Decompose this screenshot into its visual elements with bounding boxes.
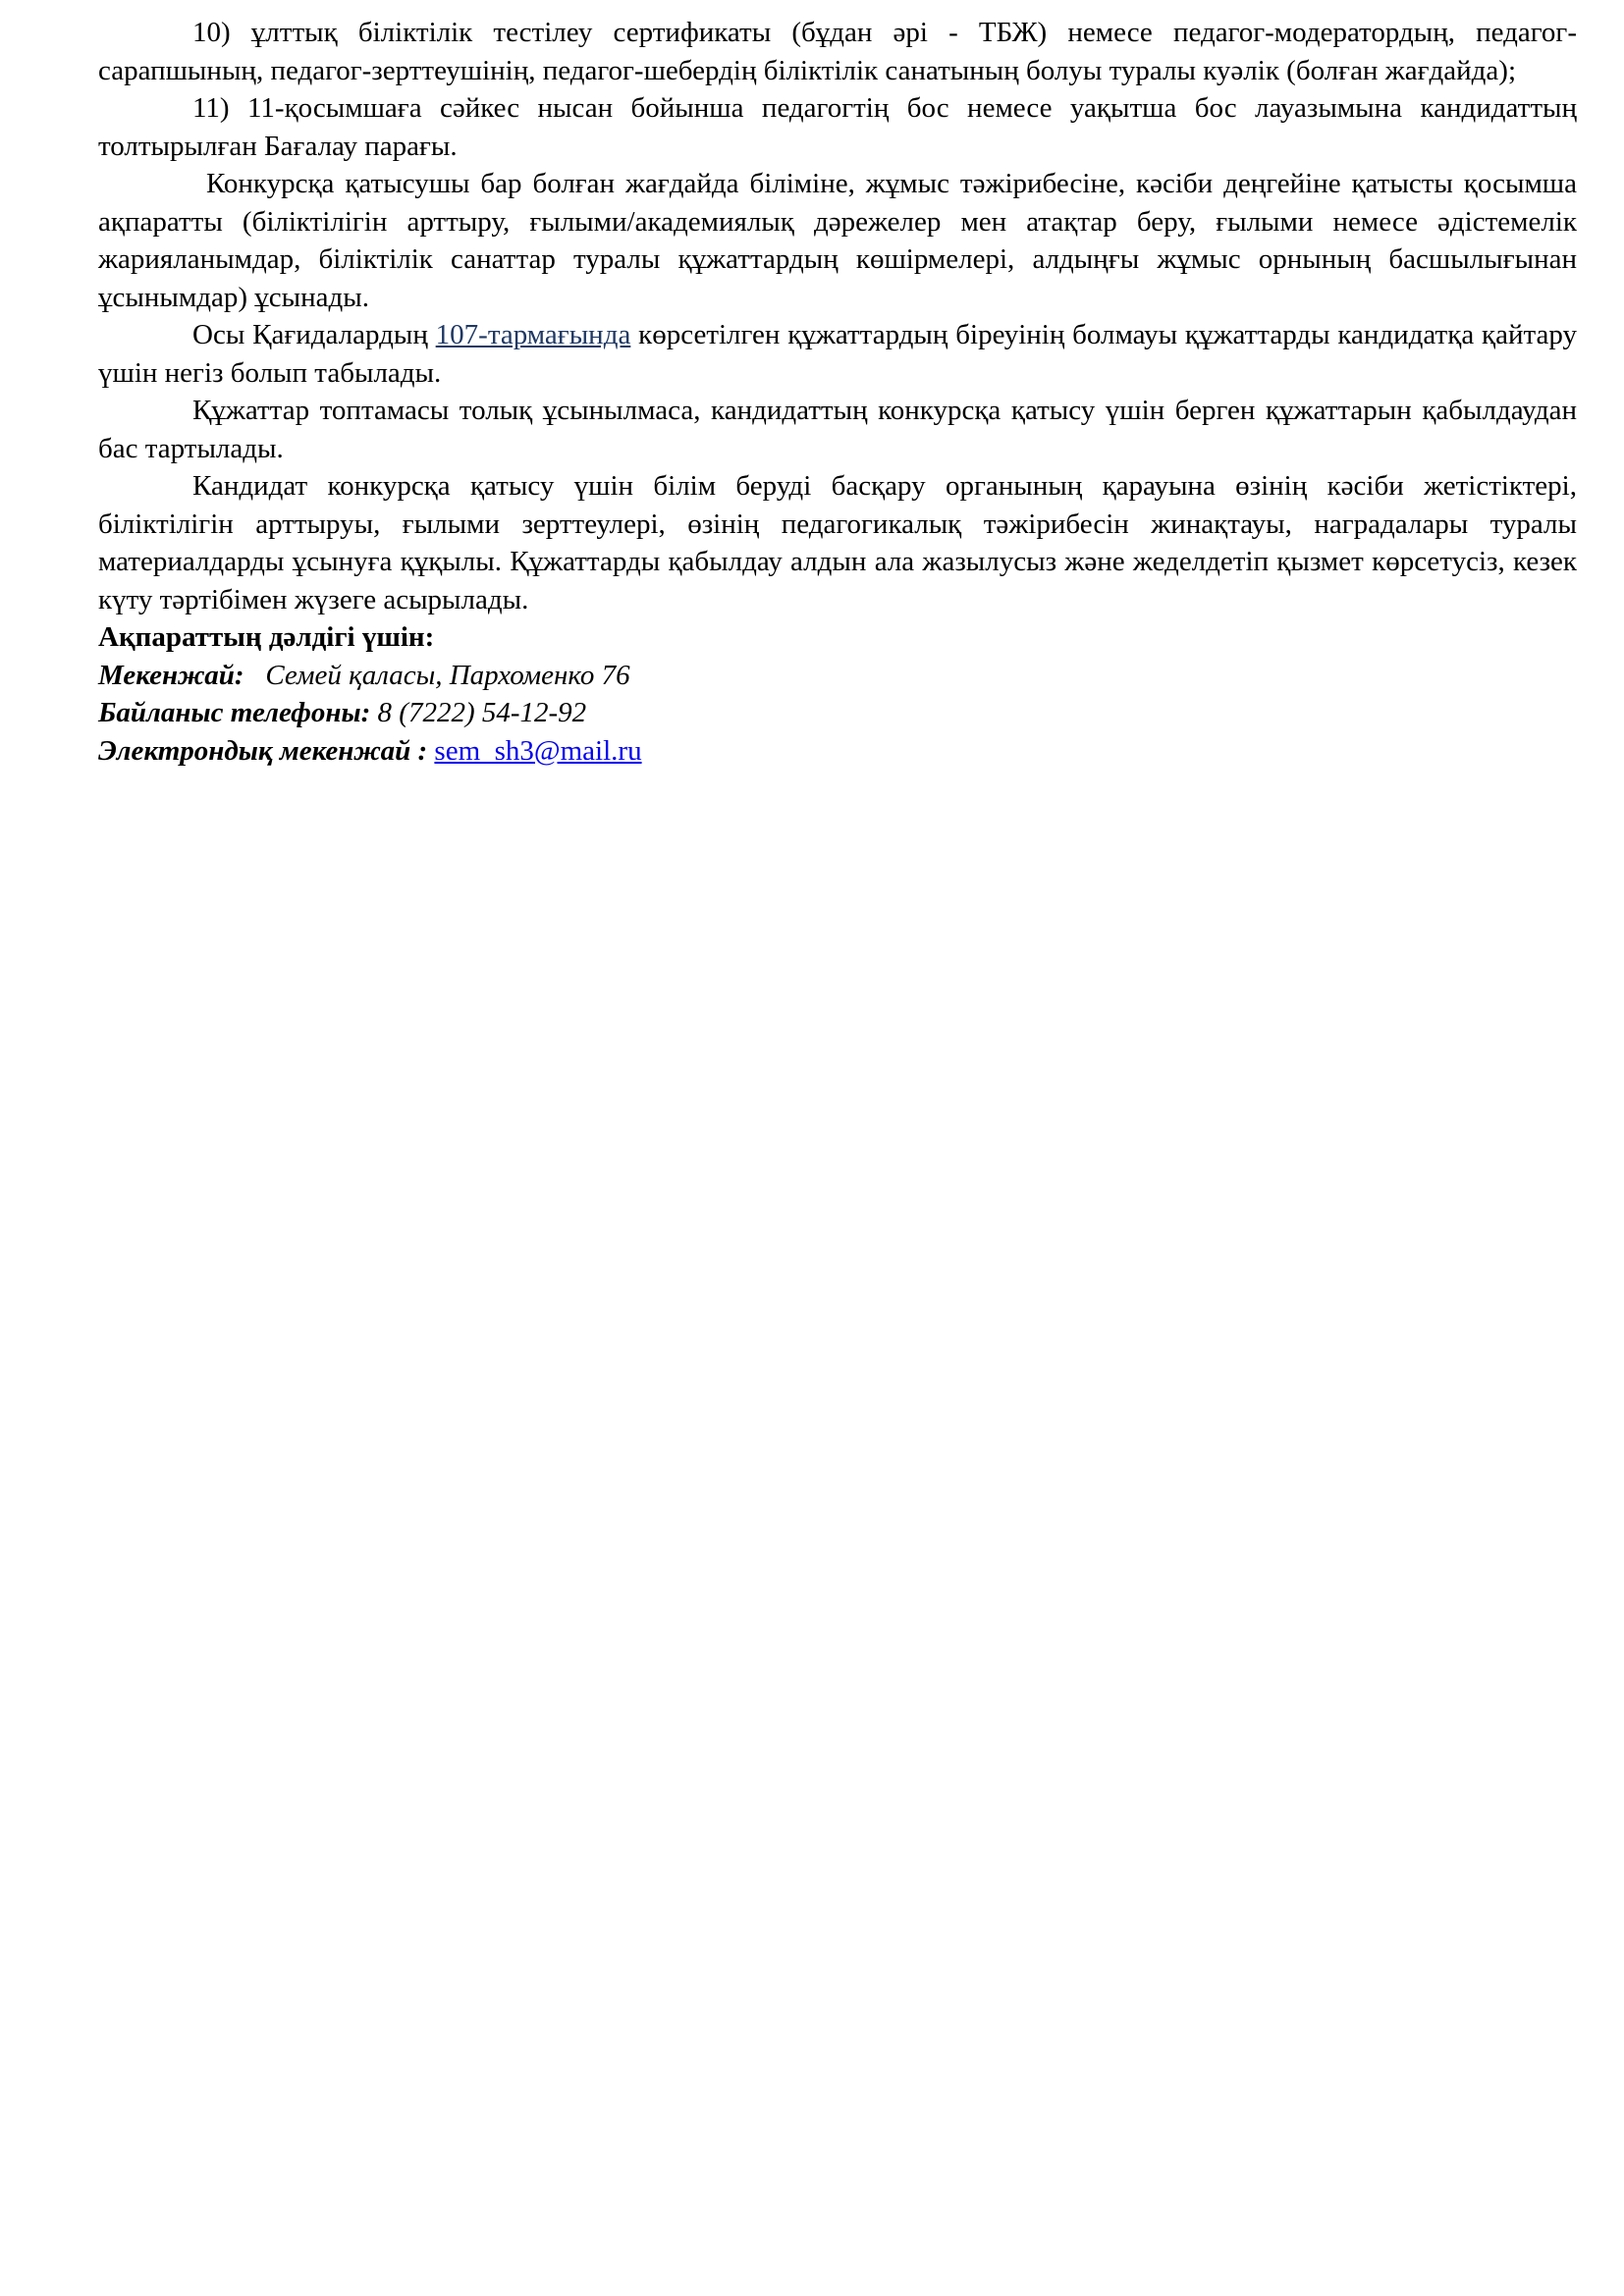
rule-text-before: Осы Қағидалардың — [192, 319, 436, 350]
phone-label: Байланыс телефоны: — [98, 697, 371, 728]
paragraph-item-10: 10) ұлттық біліктілік тестілеу сертификаты (бұдан әрі - ТБЖ) немесе педагог-модератордың, педагог-сарапшының, педагог-зерттеушінің, педагог-шебердің біліктілік санатының болуы туралы куәлік (болған жағдайда); — [98, 17, 1577, 86]
email-label: Электрондық мекенжай : — [98, 734, 428, 767]
phone-line — [98, 694, 1577, 732]
address-value: Семей қаласы, Пархоменко 76 — [265, 659, 630, 691]
phone-value: 8 (7222) 54-12-92 — [377, 697, 587, 728]
email-link[interactable]: sem_sh3@mail.ru — [434, 734, 642, 767]
document-page — [98, 14, 1577, 770]
rule-text-after: көрсетілген құжаттардың біреуінің болмауы құжаттарды кандидатқа қайтару үшін негіз болып табылады. — [98, 319, 1577, 389]
contacts-heading: Ақпараттың дәлдігі үшін: — [98, 621, 435, 653]
paragraph-rule-reference — [98, 316, 1577, 392]
paragraph-candidate-rights: Кандидат конкурсқа қатысу үшін білім беруді басқару органының қарауына өзінің кәсіби жетістіктері, біліктілігін арттыруы, ғылыми зерттеулері, өзінің педагогикалық тәжірибесін жинақтауы, наградалары туралы материалдарды ұсынуға құқылы. Құжаттарды қабылдау алдын ала жазылусыз және жеделдетіп қызмет көрсетусіз, кезек күту тәртібімен жүзеге асырылады. — [98, 470, 1577, 615]
paragraph-refusal: Құжаттар топтамасы толық ұсынылмаса, кандидаттың конкурсқа қатысу үшін берген құжаттарын қабылдаудан бас тартылады. — [98, 395, 1577, 464]
address-label: Мекенжай: — [98, 659, 244, 691]
address-line — [98, 657, 1577, 695]
paragraph-extra-info: Конкурсқа қатысушы бар болған жағдайда біліміне, жұмыс тәжірибесіне, кәсіби деңгейіне қатысты қосымша ақпаратты (біліктілігін арттыру, ғылыми/академиялық дәрежелер мен атақтар беру, ғылыми немесе әдістемелік жарияланымдар, біліктілік санаттар туралы құжаттардың көшірмелері, алдыңғы жұмыс орнының басшылығынан ұсынымдар) ұсынады. — [98, 168, 1577, 313]
rule-107-link[interactable]: 107-тармағында — [435, 319, 631, 350]
email-line — [98, 732, 1577, 771]
paragraph-item-11: 11) 11-қосымшаға сәйкес нысан бойынша педагогтің бос немесе уақытша бос лауазымына кандидаттың толтырылған Бағалау парағы. — [98, 92, 1577, 162]
